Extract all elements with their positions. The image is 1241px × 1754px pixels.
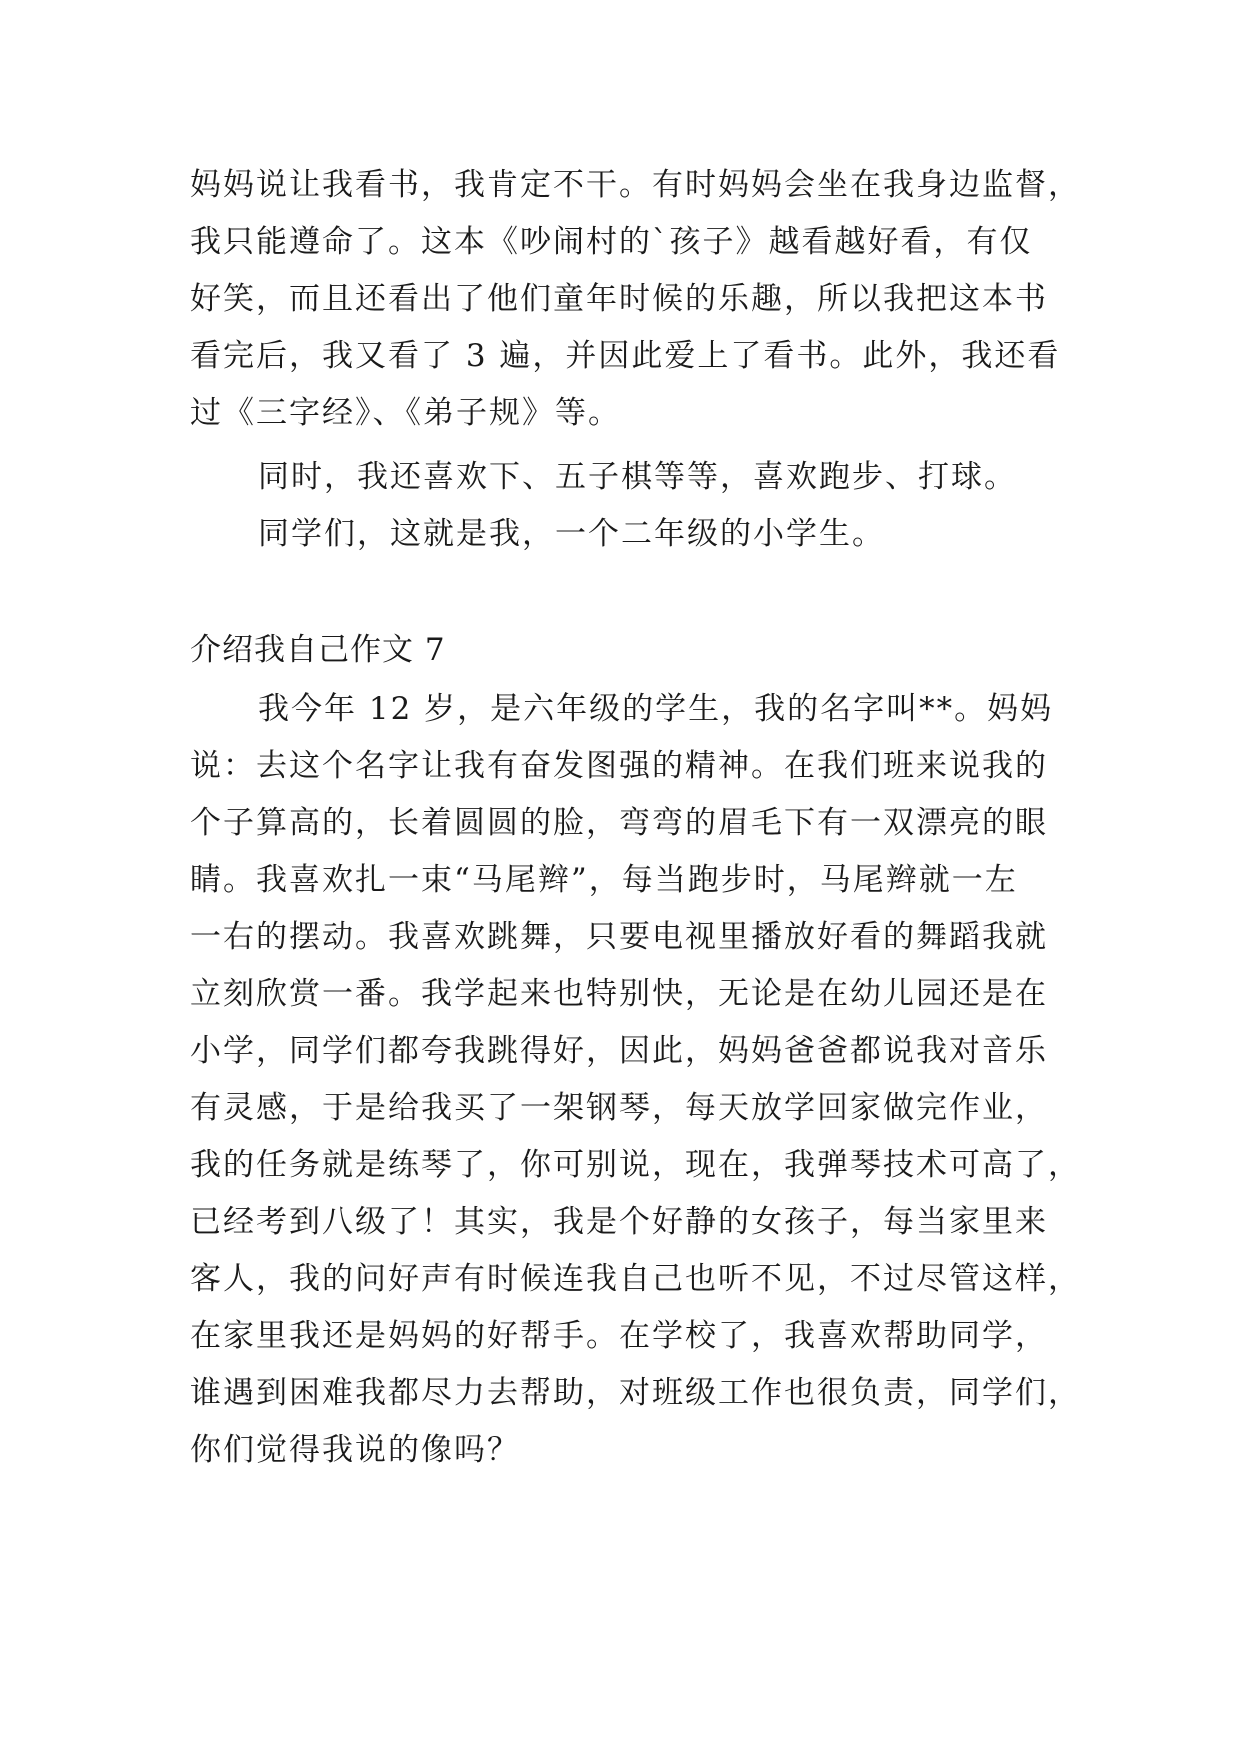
paragraph-line: 谁遇到困难我都尽力去帮助，对班级工作也很负责，同学们， [190, 1375, 1081, 1411]
section-title: 介绍我自己作文 7 [190, 632, 446, 668]
paragraph-line: 我今年 12 岁，是六年级的学生，我的名字叫**。妈妈 [258, 691, 1054, 727]
paragraph-line: 立刻欣赏一番。我学起来也特别快，无论是在幼儿园还是在 [190, 976, 1048, 1012]
paragraph-line: 我的任务就是练琴了，你可别说，现在，我弹琴技术可高了， [190, 1147, 1081, 1183]
paragraph-line: 小学，同学们都夸我跳得好，因此，妈妈爸爸都说我对音乐 [190, 1033, 1048, 1069]
paragraph-line: 你们觉得我说的像吗？ [190, 1432, 520, 1468]
paragraph-line: 睛。我喜欢扎一束“马尾辫”，每当跑步时，马尾辫就一左 [190, 862, 1018, 898]
paragraph-line: 说：去这个名字让我有奋发图强的精神。在我们班来说我的 [190, 748, 1048, 784]
paragraph-line: 同时，我还喜欢下、五子棋等等，喜欢跑步、打球。 [258, 459, 1017, 495]
paragraph-line: 我只能遵命了。这本《吵闹村的`孩子》越看越好看，有仅 [190, 224, 1033, 260]
paragraph-line: 客人，我的问好声有时候连我自己也听不见，不过尽管这样， [190, 1261, 1081, 1297]
paragraph-line: 好笑，而且还看出了他们童年时候的乐趣，所以我把这本书 [190, 281, 1048, 317]
paragraph-line: 有灵感，于是给我买了一架钢琴，每天放学回家做完作业， [190, 1090, 1048, 1126]
paragraph-line: 个子算高的，长着圆圆的脸，弯弯的眉毛下有一双漂亮的眼 [190, 805, 1048, 841]
paragraph-line: 已经考到八级了！其实，我是个好静的女孩子，每当家里来 [190, 1204, 1048, 1240]
paragraph-line: 过《三字经》、《弟子规》等。 [190, 395, 621, 431]
paragraph-line: 看完后，我又看了 3 遍，并因此爱上了看书。此外，我还看 [190, 338, 1061, 374]
paragraph-line: 一右的摆动。我喜欢跳舞，只要电视里播放好看的舞蹈我就 [190, 919, 1048, 955]
paragraph-line: 同学们，这就是我，一个二年级的小学生。 [258, 516, 885, 552]
paragraph-line: 妈妈说让我看书，我肯定不干。有时妈妈会坐在我身边监督， [190, 167, 1081, 203]
paragraph-line: 在家里我还是妈妈的好帮手。在学校了，我喜欢帮助同学， [190, 1318, 1048, 1354]
